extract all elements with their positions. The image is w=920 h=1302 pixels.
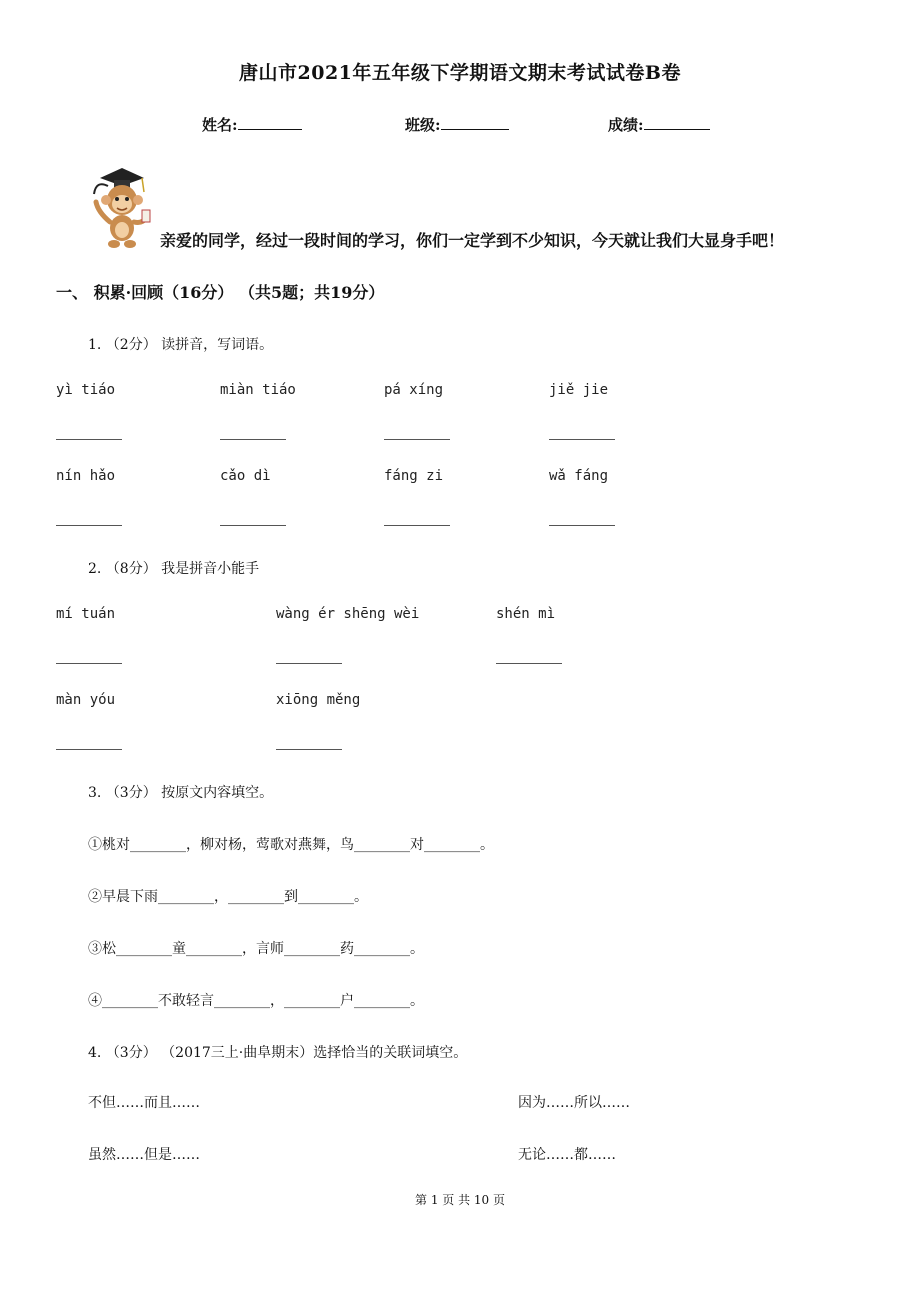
- q2-answer-blank-4[interactable]: [56, 748, 122, 750]
- q2-pinyin-5: xiōng měng: [276, 692, 361, 708]
- name-field: [202, 114, 302, 135]
- q3-line-4: ④________不敢轻言________，________户________。: [88, 993, 424, 1009]
- q1-pinyin-6: cǎo dì: [220, 468, 271, 484]
- q1-answer-blank-4[interactable]: [549, 438, 615, 440]
- q2-answer-blank-2[interactable]: [276, 662, 342, 664]
- q1-answer-blank-5[interactable]: [56, 524, 122, 526]
- q4-prompt: 4. （3分） （2017三上·曲阜期末）选择恰当的关联词填空。: [88, 1045, 468, 1061]
- q1-answer-blank-2[interactable]: [220, 438, 286, 440]
- q1-pinyin-4: jiě jie: [549, 382, 609, 398]
- q3-prompt: 3. （3分） 按原文内容填空。: [88, 785, 274, 801]
- q2-pinyin-3: shén mì: [496, 606, 556, 622]
- q1-answer-blank-7[interactable]: [384, 524, 450, 526]
- q2-pinyin-2: wàng ér shēng wèi: [276, 606, 420, 622]
- q2-pinyin-1: mí tuán: [56, 606, 116, 622]
- name-blank[interactable]: [238, 115, 302, 130]
- class-field: [405, 114, 509, 135]
- q4-option-3: 虽然……但是……: [88, 1147, 200, 1163]
- q1-pinyin-5: nín hǎo: [56, 468, 116, 484]
- class-label: 班级:: [405, 116, 441, 134]
- q3-line-3: ③松________童________，言师________药________。: [88, 941, 424, 957]
- page-footer: 第 1 页 共 10 页: [415, 1193, 505, 1207]
- name-label: 姓名:: [202, 116, 238, 134]
- page-title: 唐山市2021年五年级下学期语文期末考试试卷B卷: [239, 62, 681, 84]
- q1-answer-blank-6[interactable]: [220, 524, 286, 526]
- q1-answer-blank-8[interactable]: [549, 524, 615, 526]
- q2-pinyin-4: màn yóu: [56, 692, 116, 708]
- q2-prompt: 2. （8分） 我是拼音小能手: [88, 561, 260, 577]
- q1-pinyin-8: wǎ fáng: [549, 468, 609, 484]
- q4-option-1: 不但……而且……: [88, 1095, 200, 1111]
- q4-option-2: 因为……所以……: [518, 1095, 630, 1111]
- q2-answer-blank-5[interactable]: [276, 748, 342, 750]
- score-blank[interactable]: [644, 115, 710, 130]
- q3-line-1: ①桃对________，柳对杨，莺歌对燕舞，鸟________对________。: [88, 837, 494, 853]
- score-field: [608, 114, 710, 135]
- q1-pinyin-3: pá xíng: [384, 382, 444, 398]
- q1-pinyin-2: miàn tiáo: [220, 382, 296, 398]
- q1-answer-blank-3[interactable]: [384, 438, 450, 440]
- q1-prompt: 1. （2分） 读拼音，写词语。: [88, 337, 274, 353]
- monkey-graduate-icon: [86, 166, 152, 250]
- q2-answer-blank-3[interactable]: [496, 662, 562, 664]
- q4-option-4: 无论……都……: [518, 1147, 616, 1163]
- q1-pinyin-7: fáng zi: [384, 468, 444, 484]
- score-label: 成绩:: [608, 116, 644, 134]
- section-heading: 一、 积累·回顾（16分） （共5题；共19分）: [56, 283, 385, 302]
- q1-pinyin-1: yì tiáo: [56, 382, 116, 398]
- greeting-text: 亲爱的同学，经过一段时间的学习，你们一定学到不少知识，今天就让我们大显身手吧！: [160, 231, 785, 250]
- q3-line-2: ②早晨下雨________，________到________。: [88, 889, 368, 905]
- q2-answer-blank-1[interactable]: [56, 662, 122, 664]
- class-blank[interactable]: [441, 115, 509, 130]
- q1-answer-blank-1[interactable]: [56, 438, 122, 440]
